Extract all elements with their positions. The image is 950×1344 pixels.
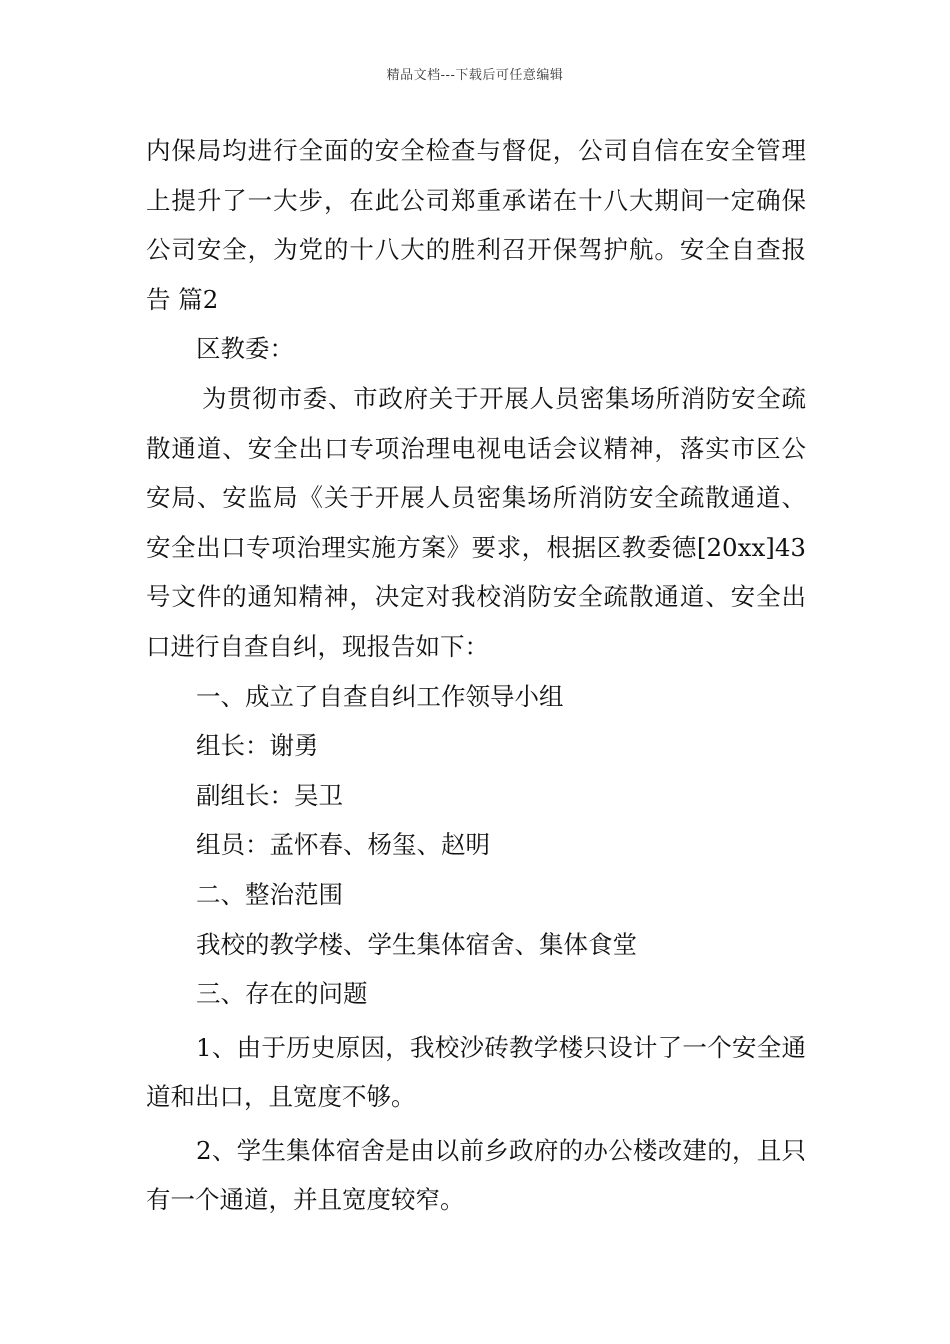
paragraph-issue-1: 1、由于历史原因，我校沙砖教学楼只设计了一个安全通道和出口，且宽度不够。 <box>146 1032 806 1112</box>
paragraph-leader: 组长：谢勇 <box>196 731 319 761</box>
section-heading-2: 二、整治范围 <box>196 879 343 909</box>
page-header: 精品文档---下载后可任意编辑 <box>386 68 564 83</box>
document-body <box>146 126 806 1225</box>
paragraph-deputy-leader: 副组长：吴卫 <box>196 780 343 810</box>
paragraph-scope: 我校的教学楼、学生集体宿舍、集体食堂 <box>196 929 637 959</box>
paragraph-members: 组员：孟怀春、杨玺、赵明 <box>196 830 490 860</box>
section-heading-3: 三、存在的问题 <box>196 979 368 1009</box>
paragraph-salutation: 区教委： <box>196 334 294 364</box>
section-heading-1: 一、成立了自查自纠工作领导小组 <box>196 681 564 711</box>
paragraph-continuation: 内保局均进行全面的安全检查与督促，公司自信在安全管理上提升了一大步，在此公司郑重承诺在十八大期间一定确保公司安全，为党的十八大的胜利召开保驾护航。安全自查报告 篇2 <box>146 136 806 314</box>
paragraph-issue-2: 2、学生集体宿舍是由以前乡政府的办公楼改建的，且只有一个通道，并且宽度较窄。 <box>146 1135 806 1215</box>
paragraph-intro: 为贯彻市委、市政府关于开展人员密集场所消防安全疏散通道、安全出口专项治理电视电话会议精神，落实市区公安局、安监局《关于开展人员密集场所消防安全疏散通道、安全出口专项治理实施方案》要求，根据区教委德[20xx]43号文件的通知精神，决定对我校消防安全疏散通道、安全出口进行自查自纠，现报告如下： <box>146 383 806 661</box>
